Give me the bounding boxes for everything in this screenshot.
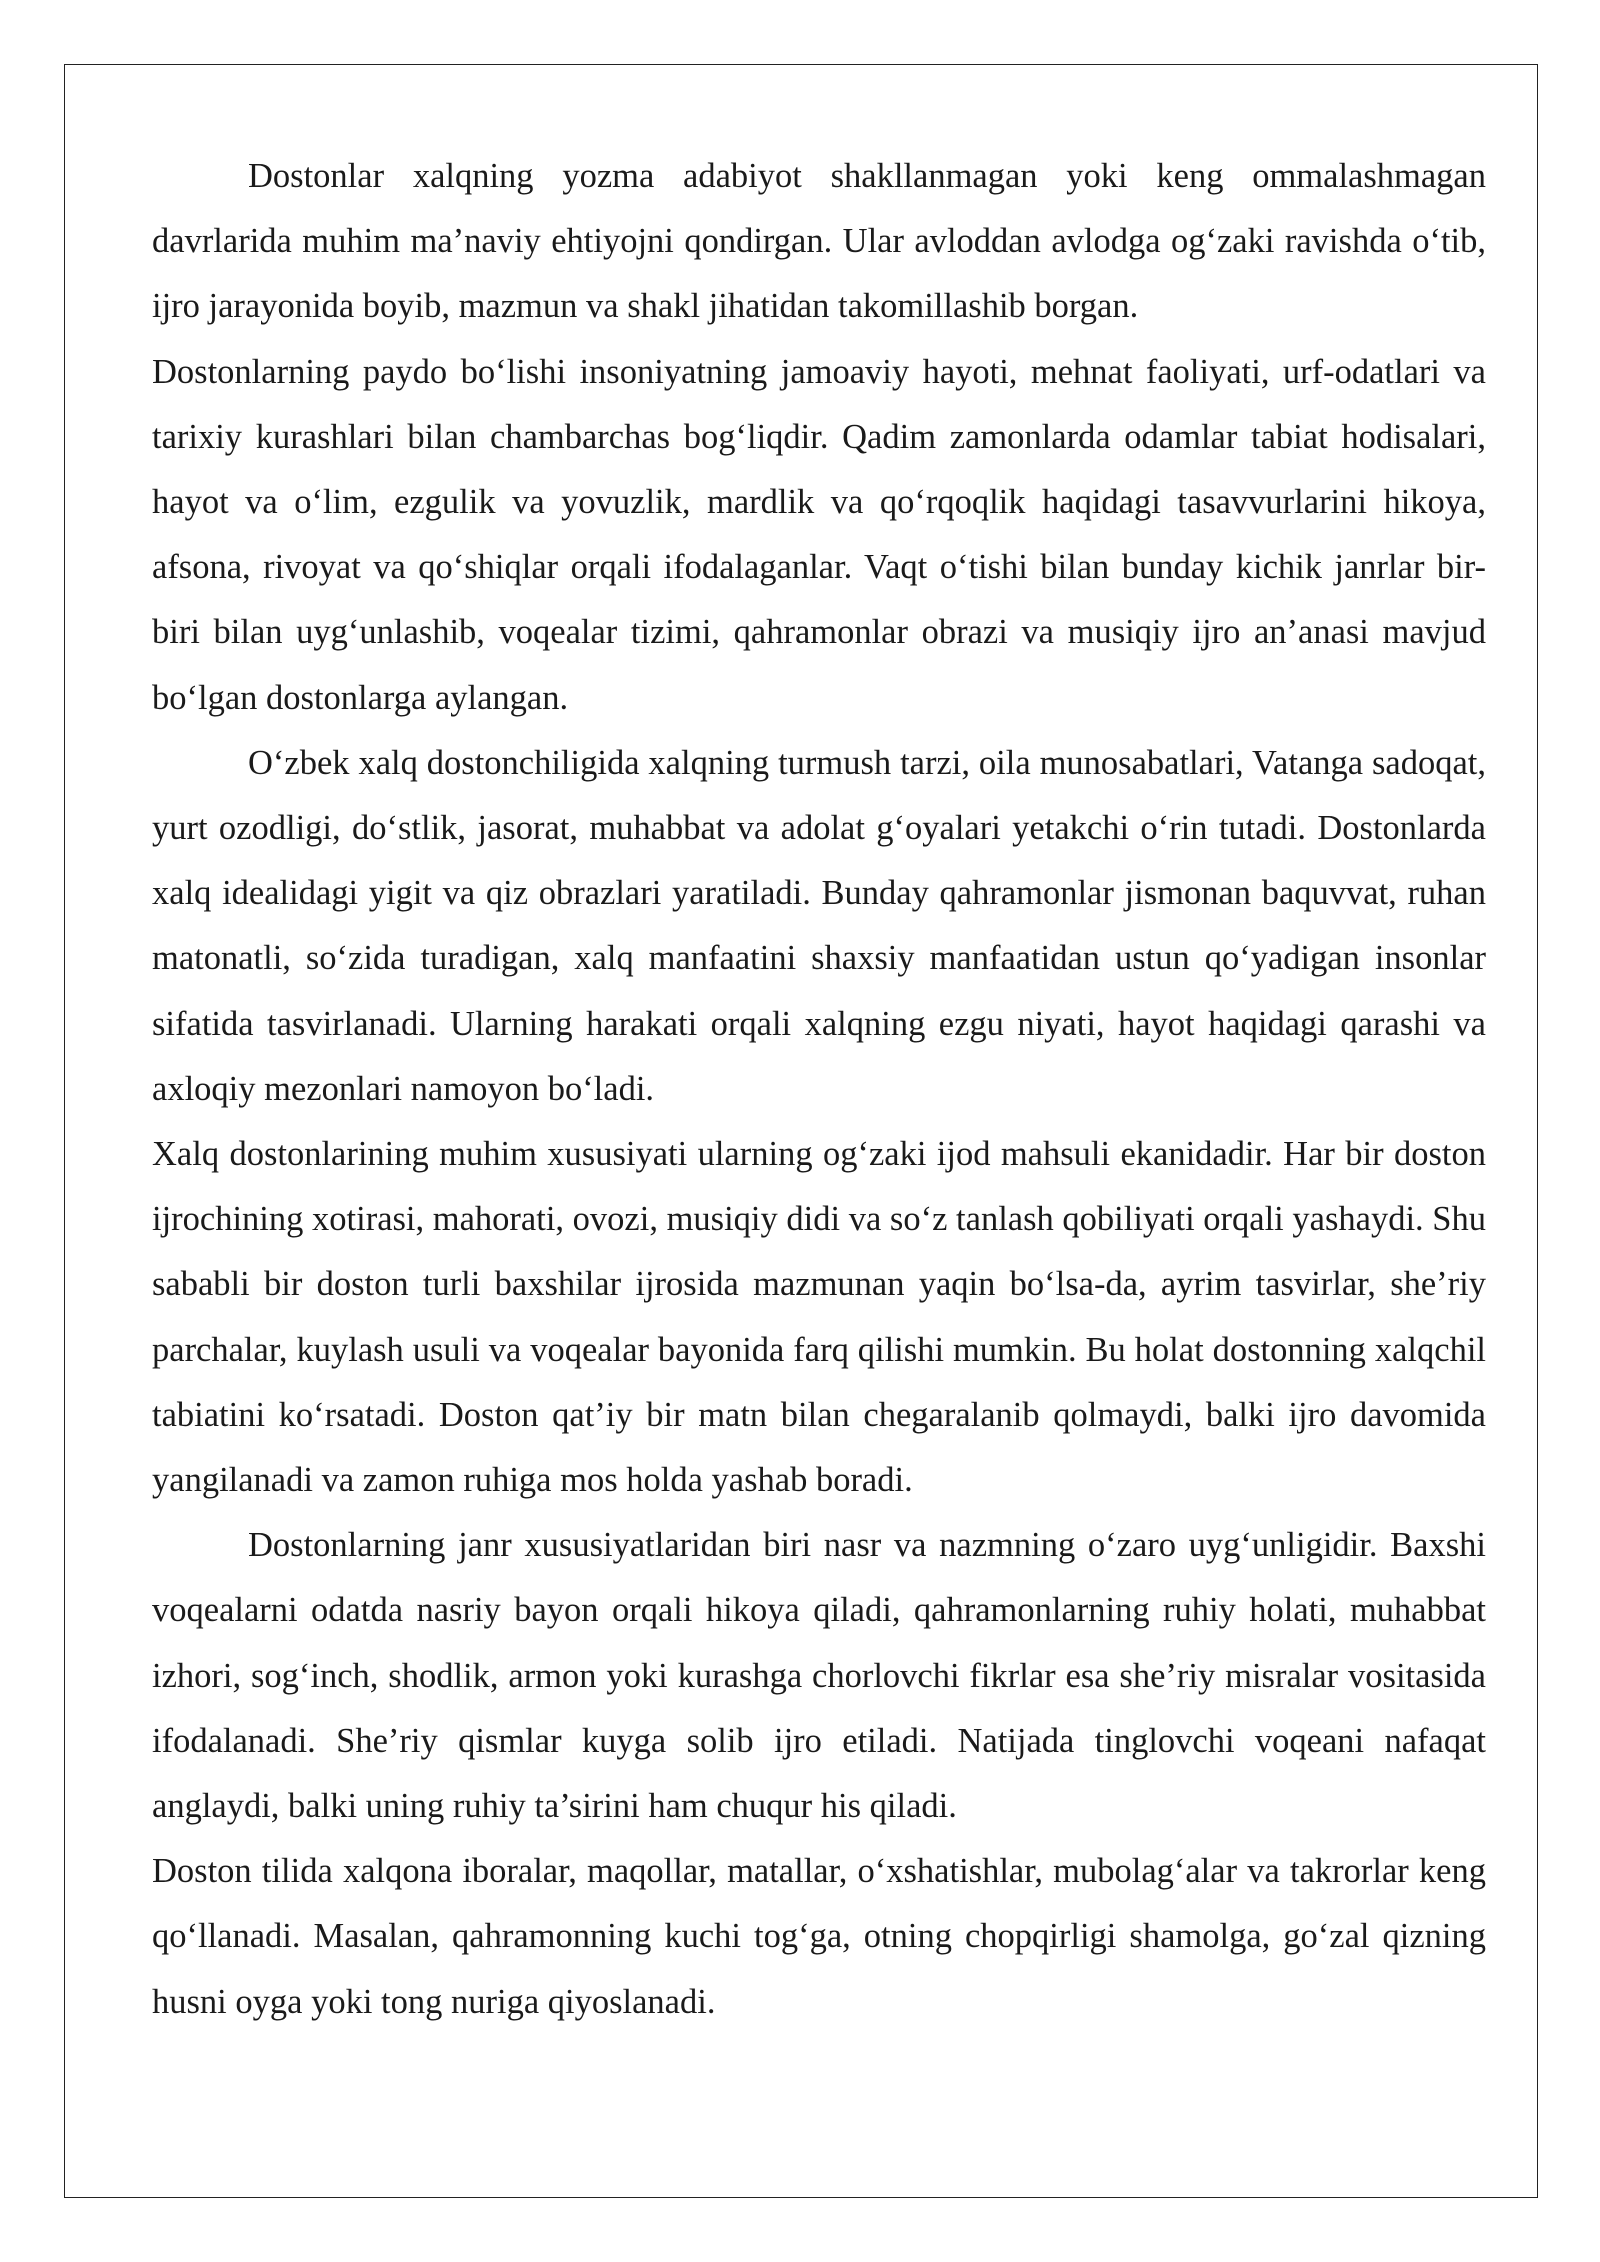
paragraph-6: Doston tilida xalqona iboralar, maqollar, matallar, o‘xshatishlar, mubolag‘alar va takrorlar keng qo‘llanadi. Masalan, qahramonning kuchi tog‘ga, otning chopqirligi shamolga, go‘zal qizning husni oyga yoki tong nuriga qiyoslanadi. [152,1852,1486,2021]
paragraph-4: Xalq dostonlarining muhim xususiyati ularning og‘zaki ijod mahsuli ekanidadir. Har bir doston ijrochining xotirasi, mahorati, ovozi, musiqiy didi va so‘z tanlash qobiliyati orqali yashaydi. Shu sababli bir doston turli baxshilar ijrosida mazmunan yaqin bo‘lsa-da, ayrim tasvirlar, she’riy parchalar, kuylash usuli va voqealar bayonida farq qilishi mumkin. Bu holat dostonning xalqchil tabiatini ko‘rsatadi. Doston qat’iy bir matn bilan chegaralanib qolmaydi, balki ijro davomida yangilanadi va zamon ruhiga mos holda yashab boradi. [152,1135,1486,1500]
paragraph-5: Dostonlarning janr xususiyatlaridan biri nasr va nazmning o‘zaro uyg‘unligidir. Baxshi voqealarni odatda nasriy bayon orqali hikoya qiladi, qahramonlarning ruhiy holati, muhabbat izhori, sog‘inch, shodlik, armon yoki kurashga chorlovchi fikrlar esa she’riy misralar vositasida ifodalanadi. She’riy qismlar kuyga solib ijro etiladi. Natijada tinglovchi voqeani nafaqat anglaydi, balki uning ruhiy ta’sirini ham chuqur his qiladi. [152,1526,1486,1826]
paragraph-2: Dostonlarning paydo bo‘lishi insoniyatning jamoaviy hayoti, mehnat faoliyati, urf-odatlari va tarixiy kurashlari bilan chambarchas bog‘liqdir. Qadim zamonlarda odamlar tabiat hodisalari, hayot va o‘lim, ezgulik va yovuzlik, mardlik va qo‘rqoqlik haqidagi tasavvurlarini hikoya, afsona, rivoyat va qo‘shiqlar orqali ifodalaganlar. Vaqt o‘tishi bilan bunday kichik janrlar bir-biri bilan uyg‘unlashib, voqealar tizimi, qahramonlar obrazi va musiqiy ijro an’anasi mavjud bo‘lgan dostonlarga aylangan. [152,352,1486,717]
paragraph-1: Dostonlar xalqning yozma adabiyot shakllanmagan yoki keng ommalashmagan davrlarida muhim ma’naviy ehtiyojni qondirgan. Ular avloddan avlodga og‘zaki ravishda o‘tib, ijro jarayonida boyib, mazmun va shakl jihatidan takomillashib borgan. [152,157,1486,326]
paragraph-3: O‘zbek xalq dostonchiligida xalqning turmush tarzi, oila munosabatlari, Vatanga sadoqat, yurt ozodligi, do‘stlik, jasorat, muhabbat va adolat g‘oyalari yetakchi o‘rin tutadi. Dostonlarda xalq idealidagi yigit va qiz obrazlari yaratiladi. Bunday qahramonlar jismonan baquvvat, ruhan matonatli, so‘zida turadigan, xalq manfaatini shaxsiy manfaatidan ustun qo‘yadigan insonlar sifatida tasvirlanadi. Ularning harakati orqali xalqning ezgu niyati, hayot haqidagi qarashi va axloqiy mezonlari namoyon bo‘ladi. [152,743,1486,1108]
document-body [152,144,1486,2035]
